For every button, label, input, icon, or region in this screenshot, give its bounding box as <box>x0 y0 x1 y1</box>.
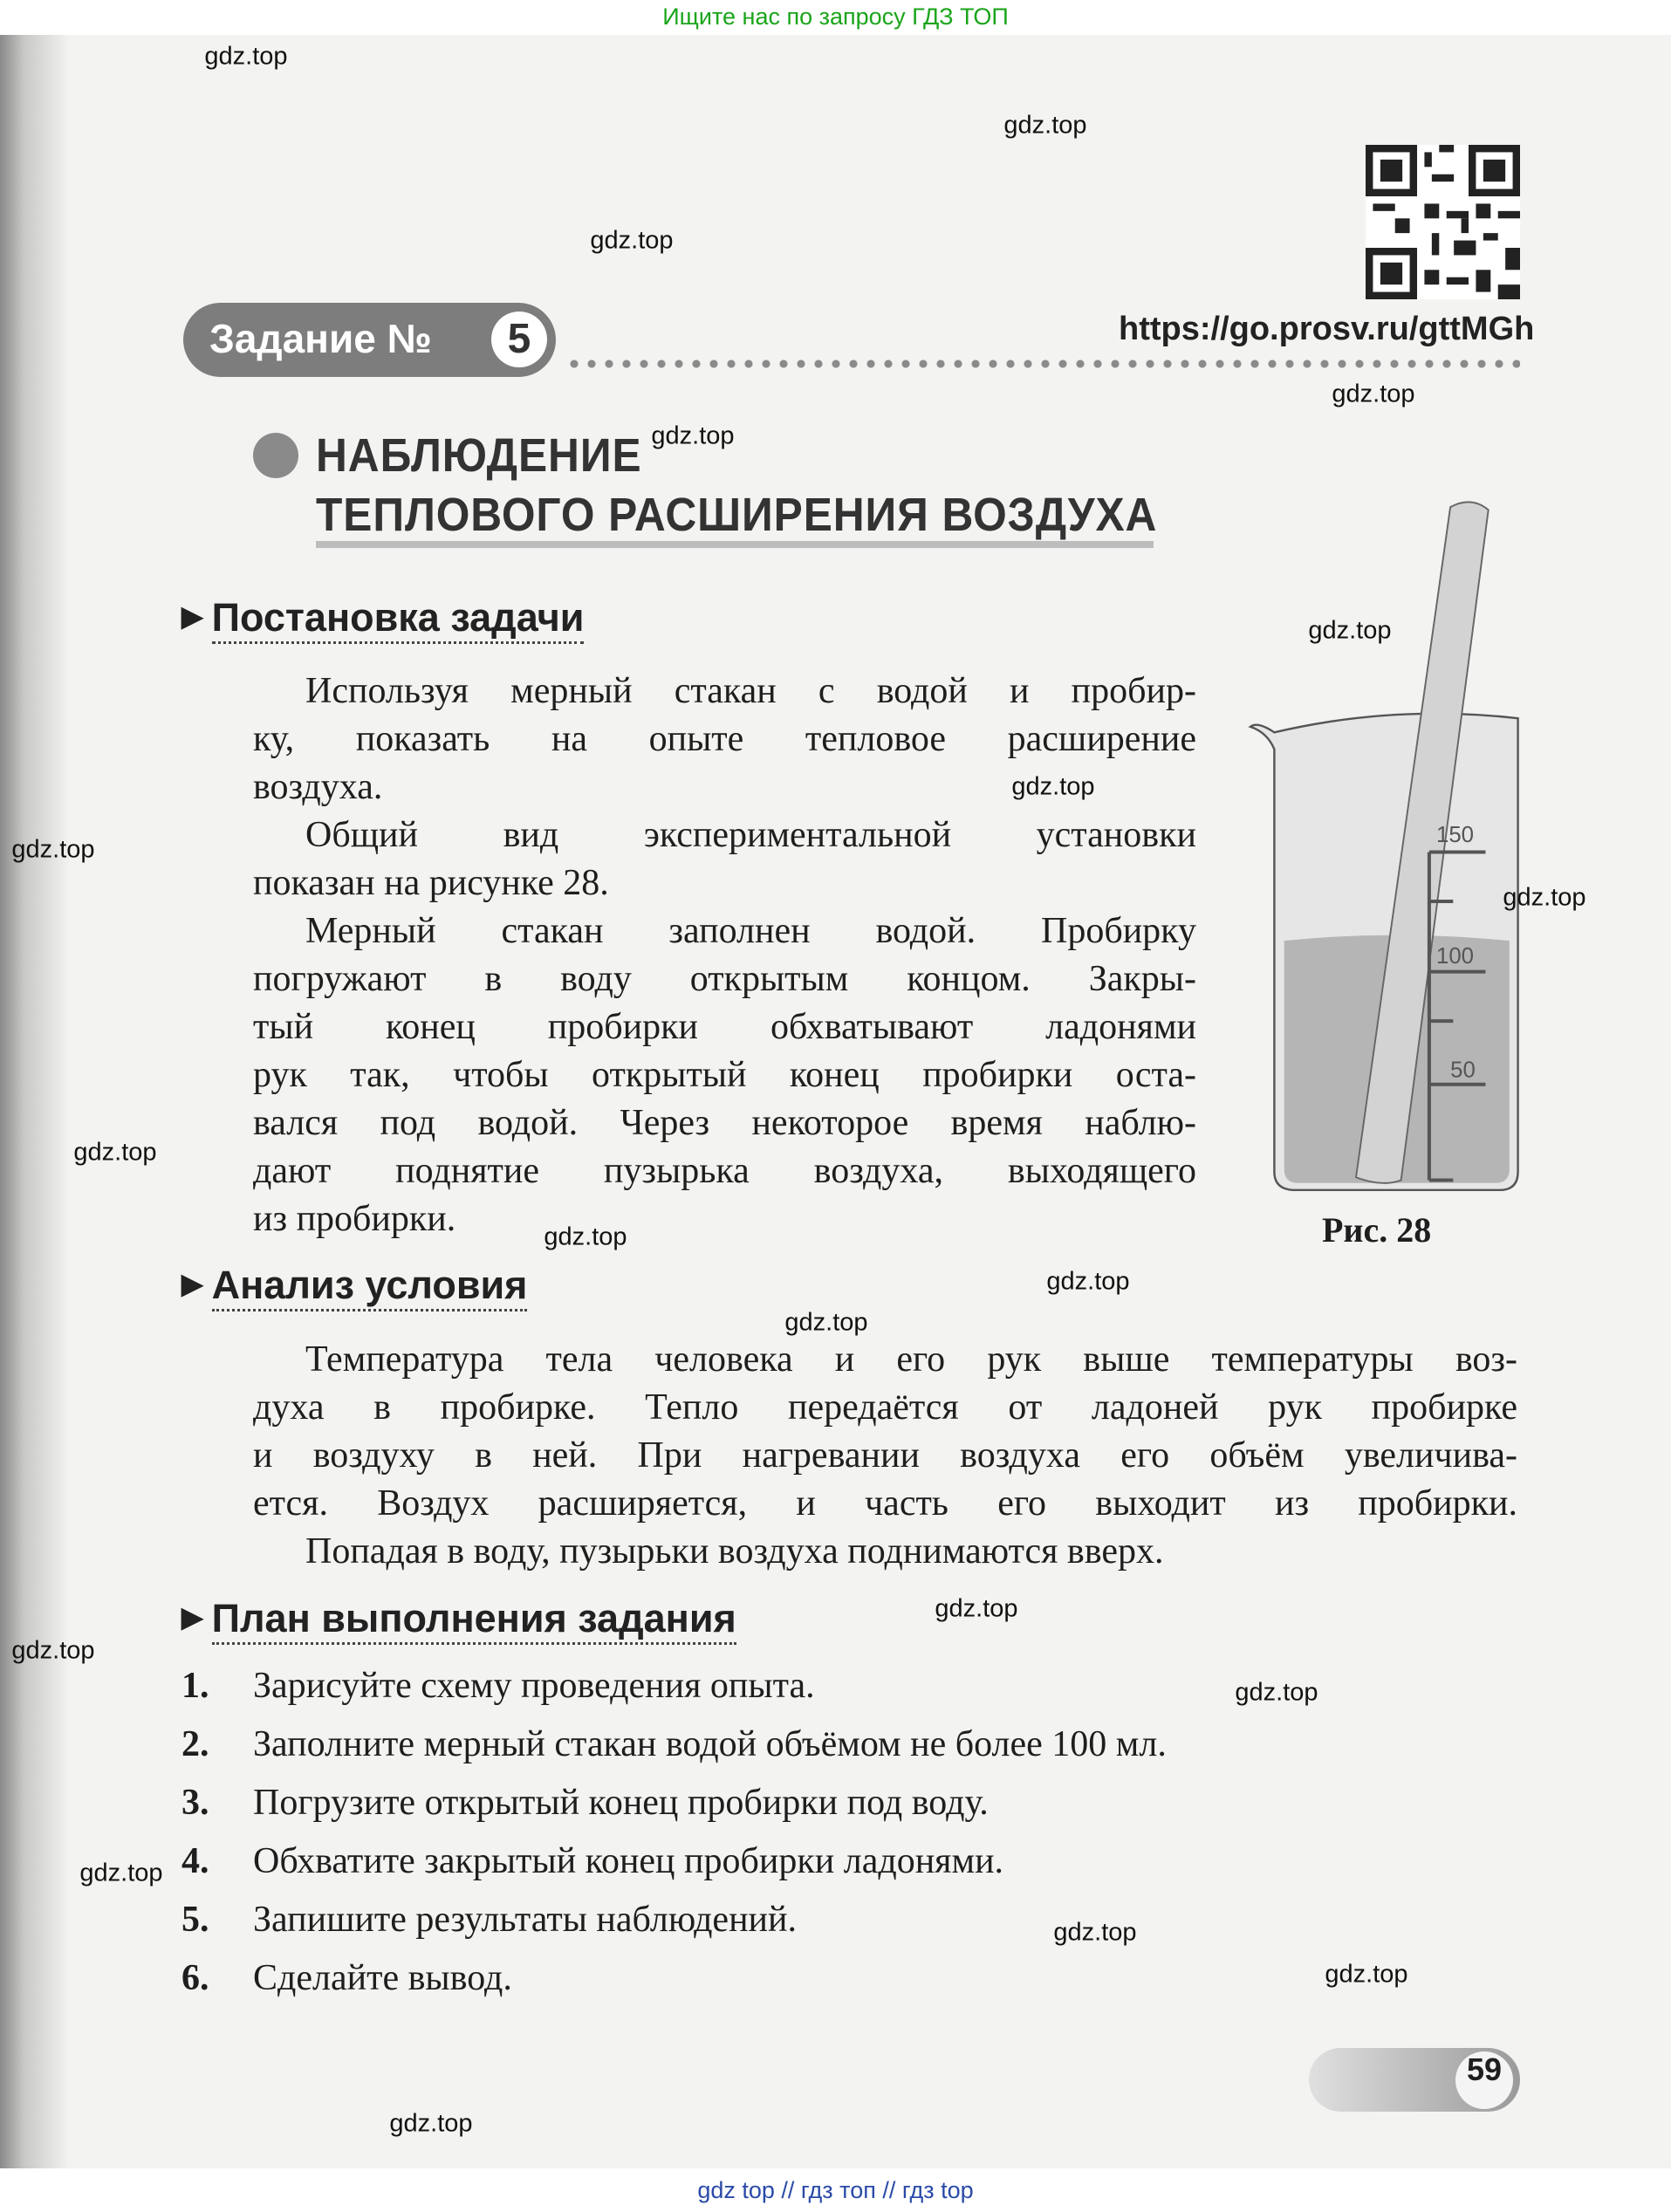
text-line: ется. Воздух расширяется, и часть его выходит из пробирки. <box>253 1483 1517 1524</box>
section-title: План выполнения задания <box>212 1596 736 1645</box>
dotted-divider <box>565 360 1520 368</box>
text-line: вался под водой. Через некоторое время наблю- <box>253 1103 1196 1143</box>
analysis-text <box>253 1336 1517 1576</box>
page-edge-shadow <box>0 0 70 2212</box>
list-item <box>181 1899 1167 1957</box>
title-bullet-icon <box>253 433 298 478</box>
text-line: ку, показать на опыте тепловое расширение <box>253 719 1196 759</box>
item-text: Погрузите открытый конец пробирки под воду. <box>253 1783 989 1823</box>
item-text: Зарисуйте схему проведения опыта. <box>253 1666 815 1706</box>
problem-text <box>253 668 1196 1243</box>
watermark: gdz.top <box>73 1138 157 1167</box>
watermark: gdz.top <box>784 1308 868 1337</box>
text-line: дают поднятие пузырька воздуха, выходящего <box>253 1151 1196 1191</box>
list-item <box>181 1957 1167 2016</box>
text-line: из пробирки. <box>253 1199 456 1239</box>
title-line: НАБЛЮДЕНИЕ <box>316 429 642 482</box>
text-line: Температура тела человека и его рук выше температуры воз- <box>305 1339 1517 1380</box>
watermark: gdz.top <box>544 1222 627 1251</box>
watermark: gdz.top <box>11 835 95 864</box>
watermark: gdz.top <box>1003 111 1087 140</box>
item-text: Сделайте вывод. <box>253 1958 512 1998</box>
section-heading-analysis <box>181 1263 527 1308</box>
item-text: Обхватите закрытый конец пробирки ладонями. <box>253 1841 1004 1881</box>
list-item <box>181 1665 1167 1723</box>
watermark: gdz.top <box>79 1859 163 1887</box>
task-label: Задание № <box>209 316 432 361</box>
watermark: gdz.top <box>1046 1267 1130 1296</box>
figure-caption: Рис. 28 <box>1322 1210 1432 1250</box>
text-line: Общий вид экспериментальной установки <box>305 815 1196 855</box>
item-number: 2. <box>181 1724 209 1764</box>
text-line: тый конец пробирки обхватывают ладонями <box>253 1007 1196 1047</box>
watermark: gdz.top <box>651 421 735 450</box>
task-badge <box>183 303 556 377</box>
watermark: gdz.top <box>1332 380 1415 408</box>
item-number: 1. <box>181 1666 209 1706</box>
text-line: духа в пробирке. Тепло передаётся от ладоней рук пробирке <box>253 1387 1517 1428</box>
watermark: gdz.top <box>590 226 674 255</box>
beaker-figure <box>1239 493 1535 1211</box>
qr-code-icon[interactable] <box>1366 145 1520 299</box>
watermark: gdz.top <box>389 2109 473 2138</box>
watermark: gdz.top <box>1308 616 1392 645</box>
search-banner[interactable]: Ищите нас по запросу ГДЗ ТОП <box>662 3 1009 30</box>
watermark: gdz.top <box>1011 772 1095 801</box>
qr-url[interactable]: https://go.prosv.ru/gttMGh <box>1119 311 1535 347</box>
scale-label-100: 100 <box>1435 943 1475 969</box>
title-line: ТЕПЛОВОГО РАСШИРЕНИЯ ВОЗДУХА <box>316 489 1158 541</box>
triangle-arrow-icon: ▶ <box>181 1601 203 1633</box>
footer-links[interactable]: gdz top // гдз топ // гдз top <box>0 2168 1671 2212</box>
list-item <box>181 1723 1167 1782</box>
scale-label-150: 150 <box>1435 823 1475 848</box>
watermark: gdz.top <box>1235 1678 1318 1707</box>
page-number-badge <box>1309 2048 1520 2112</box>
item-number: 5. <box>181 1900 209 1940</box>
text-line: и воздуху в ней. При нагревании воздуха его объём увеличива- <box>253 1435 1517 1476</box>
watermark: gdz.top <box>1503 883 1586 912</box>
plan-list <box>181 1665 1167 2016</box>
scale-label-50: 50 <box>1450 1058 1476 1083</box>
section-heading-plan <box>181 1596 736 1641</box>
item-number: 6. <box>181 1958 209 1998</box>
page-number: 59 <box>1455 2051 1513 2109</box>
page-title <box>316 426 1157 544</box>
item-text: Запишите результаты наблюдений. <box>253 1900 798 1940</box>
triangle-arrow-icon: ▶ <box>181 1268 203 1299</box>
text-line: погружают в воду открытым концом. Закры- <box>253 959 1196 999</box>
text-line: показан на рисунке 28. <box>253 863 609 903</box>
text-line: Мерный стакан заполнен водой. Пробирку <box>305 911 1196 951</box>
watermark: gdz.top <box>1325 1960 1408 1989</box>
watermark: gdz.top <box>11 1636 95 1665</box>
item-text: Заполните мерный стакан водой объёмом не более 100 мл. <box>253 1724 1167 1764</box>
text-line: Попадая в воду, пузырьки воздуха поднимаются вверх. <box>305 1531 1164 1572</box>
item-number: 4. <box>181 1841 209 1881</box>
section-title: Постановка задачи <box>212 595 585 644</box>
task-number: 5 <box>491 312 547 367</box>
watermark: gdz.top <box>935 1594 1018 1623</box>
item-number: 3. <box>181 1783 209 1823</box>
top-bar <box>0 0 1671 35</box>
text-line: Используя мерный стакан с водой и пробир- <box>305 671 1196 711</box>
watermark: gdz.top <box>1053 1918 1137 1947</box>
section-heading-problem <box>181 595 584 640</box>
text-line: рук так, чтобы открытый конец пробирки оста- <box>253 1055 1196 1095</box>
list-item <box>181 1840 1167 1899</box>
text-line: воздуха. <box>253 767 383 807</box>
list-item <box>181 1782 1167 1840</box>
watermark: gdz.top <box>204 42 288 71</box>
triangle-arrow-icon: ▶ <box>181 600 203 632</box>
section-title: Анализ условия <box>212 1263 528 1311</box>
